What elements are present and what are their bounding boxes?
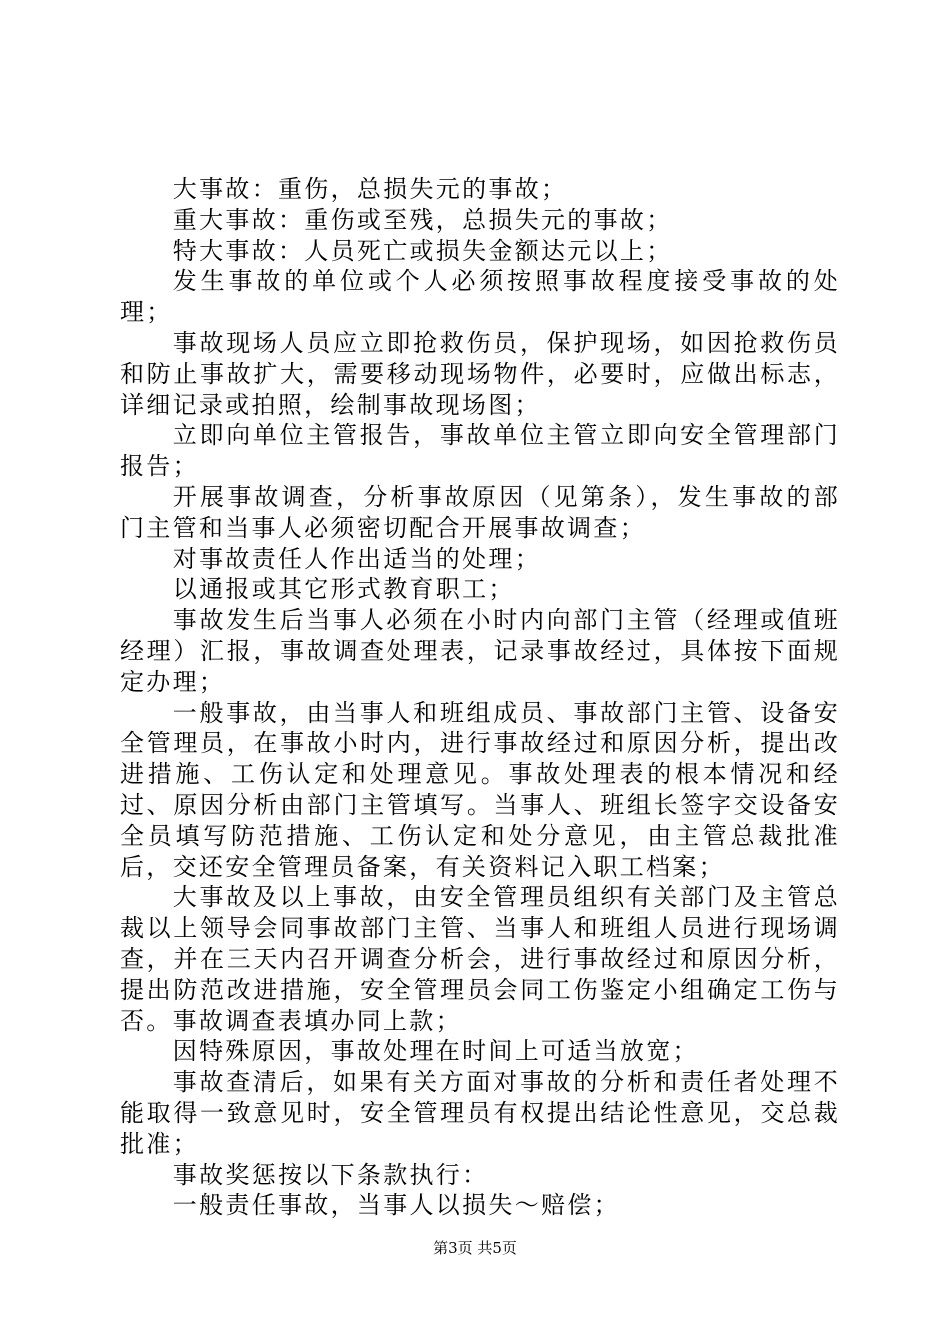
document-body <box>120 174 840 1221</box>
paragraph: 大事故及以上事故，由安全管理员组织有关部门及主管总裁以上领导会同事故部门主管、当事人和班组人员进行现场调查，并在三天内召开调查分析会，进行事故经过和原因分析，提出防范改进措施，安全管理员会同工伤鉴定小组确定工伤与否。事故调查表填办同上款； <box>120 883 840 1035</box>
paragraph: 立即向单位主管报告，事故单位主管立即向安全管理部门报告； <box>120 421 840 481</box>
paragraph: 重大事故：重伤或至残，总损失元的事故； <box>172 205 673 234</box>
paragraph: 大事故：重伤，总损失元的事故； <box>172 175 568 203</box>
paragraph: 事故奖惩按以下条款执行： <box>172 1160 489 1189</box>
paragraph: 事故发生后当事人必须在小时内向部门主管（经理或值班经理）汇报，事故调查处理表，记录事故经过，具体按下面规定办理； <box>120 606 840 696</box>
page-number-label: 第3页 共5页 <box>433 1239 517 1257</box>
paragraph: 一般责任事故，当事人以损失～赔偿； <box>172 1191 620 1220</box>
paragraph: 开展事故调查，分析事故原因（见第条），发生事故的部门主管和当事人必须密切配合开展事故调查； <box>120 482 840 542</box>
paragraph: 一般事故，由当事人和班组成员、事故部门主管、设备安全管理员，在事故小时内，进行事故经过和原因分析，提出改进措施、工伤认定和处理意见。事故处理表的根本情况和经过、原因分析由部门主管填写。当事人、班组长签字交设备安全员填写防范措施、工伤认定和处分意见，由主管总裁批准后，交还安全管理员备案，有关资料记入职工档案； <box>120 698 840 881</box>
paragraph: 对事故责任人作出适当的处理； <box>172 544 541 573</box>
paragraph: 发生事故的单位或个人必须按照事故程度接受事故的处理； <box>120 267 840 327</box>
paragraph: 以通报或其它形式教育职工； <box>172 575 515 604</box>
paragraph: 事故查清后，如果有关方面对事故的分析和责任者处理不能取得一致意见时，安全管理员有权提出结论性意见，交总裁批准； <box>120 1068 840 1158</box>
page-footer <box>0 1237 950 1258</box>
paragraph: 特大事故：人员死亡或损失金额达元以上； <box>172 236 673 265</box>
paragraph: 因特殊原因，事故处理在时间上可适当放宽； <box>172 1037 699 1066</box>
paragraph: 事故现场人员应立即抢救伤员，保护现场，如因抢救伤员和防止事故扩大，需要移动现场物件，必要时，应做出标志，详细记录或拍照，绘制事故现场图； <box>120 328 840 419</box>
